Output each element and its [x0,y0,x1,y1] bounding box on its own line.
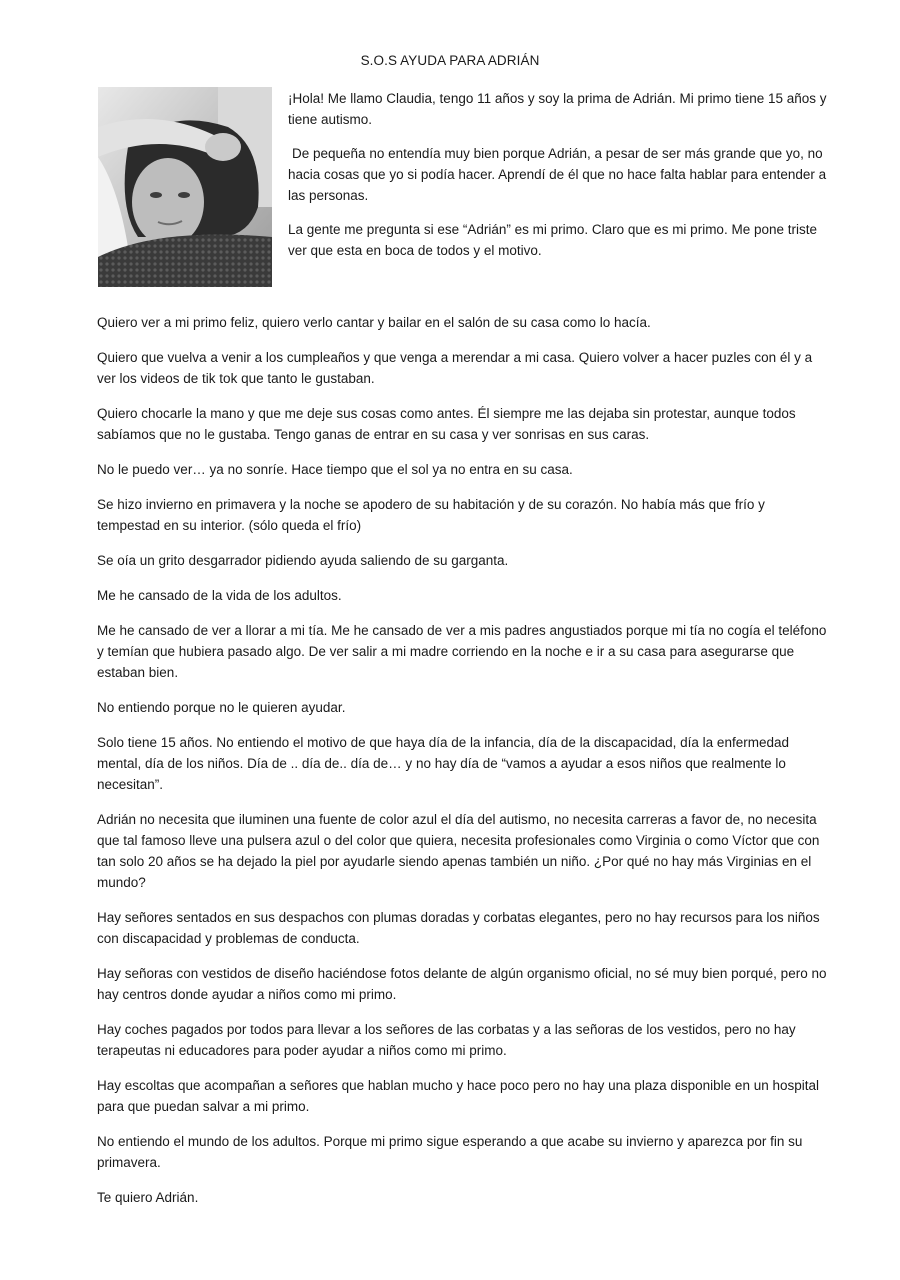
letter-body [97,312,827,1222]
body-paragraph: Hay señoras con vestidos de diseño haciéndose fotos delante de algún organismo oficial, no sé muy bien porqué, pero no hay centros donde ayudar a niños como mi primo. [97,966,827,1002]
intro-paragraph: La gente me pregunta si ese “Adrián” es mi primo. Claro que es mi primo. Me pone triste ver que esta en boca de todos y el motivo. [288,222,817,258]
body-paragraph: Quiero chocarle la mano y que me deje sus cosas como antes. Él siempre me las dejaba sin protestar, aunque todos sabíamos que no le gustaba. Tengo ganas de entrar en su casa y ver sonrisas en sus caras. [97,406,796,442]
body-paragraph: Adrián no necesita que iluminen una fuente de color azul el día del autismo, no necesita carreras a favor de, no necesita que tal famoso lleve una pulsera azul o del color que quiera, necesita profesionales como Virginia o como Víctor que con tan solo 20 años se ha dejado la piel por ayudarle siendo apenas también un niño. ¿Por qué no hay más Virginias en el mundo? [97,812,820,890]
body-paragraph: Se oía un grito desgarrador pidiendo ayuda saliendo de su garganta. [97,553,509,568]
body-paragraph: Hay coches pagados por todos para llevar a los señores de las corbatas y a las señoras de los vestidos, pero no hay terapeutas ni educadores para poder ayudar a niños como mi primo. [97,1022,796,1058]
signature-line: Te quiero Adrián. [97,1190,199,1205]
body-paragraph: No le puedo ver… ya no sonríe. Hace tiempo que el sol ya no entra en su casa. [97,462,573,477]
body-paragraph: No entiendo porque no le quieren ayudar. [97,700,346,715]
body-paragraph: Hay escoltas que acompañan a señores que hablan mucho y hace poco pero no hay una plaza disponible en un hospital para que puedan salvar a mi primo. [97,1078,819,1114]
body-paragraph: Se hizo invierno en primavera y la noche se apodero de su habitación y de su corazón. No había más que frío y tempestad en su interior. (sólo queda el frío) [97,497,765,533]
photo-girl-portrait [98,87,272,287]
body-paragraph: Quiero ver a mi primo feliz, quiero verlo cantar y bailar en el salón de su casa como lo hacía. [97,315,651,330]
intro-paragraph: ¡Hola! Me llamo Claudia, tengo 11 años y soy la prima de Adrián. Mi primo tiene 15 años y tiene autismo. [288,91,827,127]
intro-section [288,88,828,274]
body-paragraph: Quiero que vuelva a venir a los cumpleaños y que venga a merendar a mi casa. Quiero volver a hacer puzles con él y a ver los videos de tik tok que tanto le gustaban. [97,350,813,386]
body-paragraph: Me he cansado de ver a llorar a mi tía. Me he cansado de ver a mis padres angustiados porque mi tía no cogía el teléfono y temían que hubiera pasado algo. De ver salir a mi madre corriendo en la noche e ir a su casa para asegurarse que estaban bien. [97,623,827,680]
body-paragraph: Hay señores sentados en sus despachos con plumas doradas y corbatas elegantes, pero no hay recursos para los niños con discapacidad y problemas de conducta. [97,910,820,946]
body-paragraph: Solo tiene 15 años. No entiendo el motivo de que haya día de la infancia, día de la discapacidad, día la enfermedad mental, día de los niños. Día de .. día de.. día de… y no hay día de “vamos a ayudar a esos niños que realmente lo necesitan”. [97,735,789,792]
document-title: S.O.S AYUDA PARA ADRIÁN [360,53,540,68]
body-paragraph: Me he cansado de la vida de los adultos. [97,588,342,603]
portrait-image [98,87,272,287]
body-paragraph: No entiendo el mundo de los adultos. Porque mi primo sigue esperando a que acabe su invierno y aparezca por fin su primavera. [97,1134,803,1170]
intro-paragraph: De pequeña no entendía muy bien porque Adrián, a pesar de ser más grande que yo, no hacia cosas que yo si podía hacer. Aprendí de él que no hace falta hablar para entender a las personas. [288,146,827,203]
